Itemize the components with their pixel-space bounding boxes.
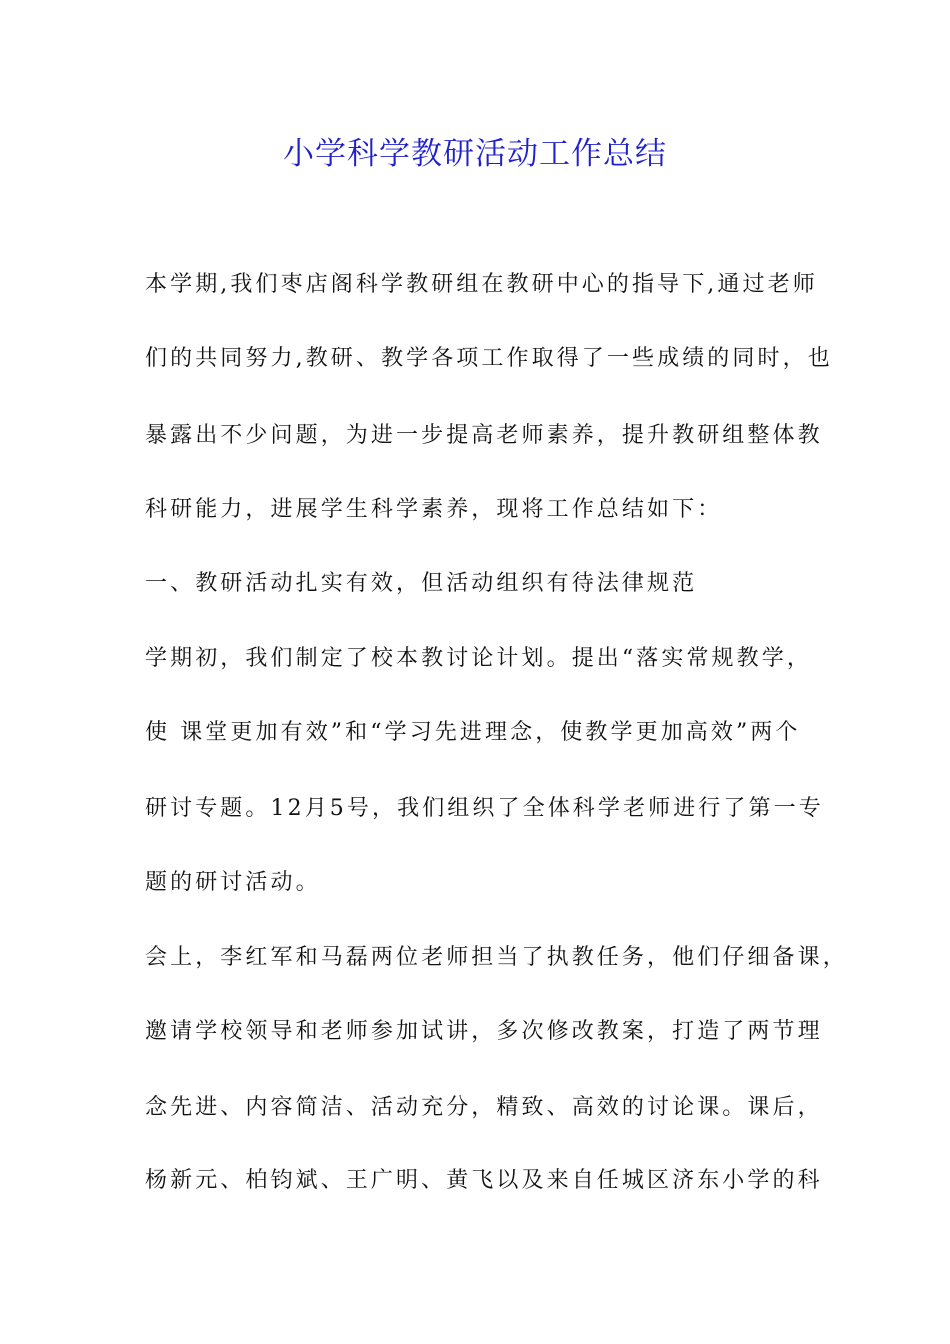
section-heading: 一、教研活动扎实有效，但活动组织有待法律规范	[145, 571, 698, 596]
body-line: 杨新元、柏钧斌、王广明、黄飞以及来自任城区济东小学的科	[145, 1168, 823, 1193]
body-line: 学期初，我们制定了校本教讨论计划。提出“落实常规教学，	[145, 646, 812, 671]
document-title: 小学科学教研活动工作总结	[283, 136, 667, 172]
body-line: 念先进、内容简洁、活动充分，精致、高效的讨论课。课后，	[145, 1095, 823, 1120]
body-line: 题的研讨活动。	[145, 870, 321, 895]
body-line: 科研能力，进展学生科学素养，现将工作总结如下：	[145, 497, 723, 522]
body-line: 本学期,我们枣店阁科学教研组在教研中心的指导下,通过老师	[145, 272, 818, 297]
body-line: 暴露出不少问题，为进一步提高老师素养，提升教研组整体教	[145, 423, 823, 448]
body-line: 邀请学校领导和老师参加试讲，多次修改教案，打造了两节理	[145, 1019, 823, 1044]
body-line: 研讨专题。12月5号，我们组织了全体科学老师进行了第一专	[145, 796, 824, 821]
body-line: 们的共同努力,教研、教学各项工作取得了一些成绩的同时，也	[145, 346, 833, 371]
body-line: 使 课堂更加有效”和“学习先进理念，使教学更加高效”两个	[145, 720, 801, 745]
body-line: 会上，李红军和马磊两位老师担当了执教任务，他们仔细备课，	[145, 945, 848, 970]
